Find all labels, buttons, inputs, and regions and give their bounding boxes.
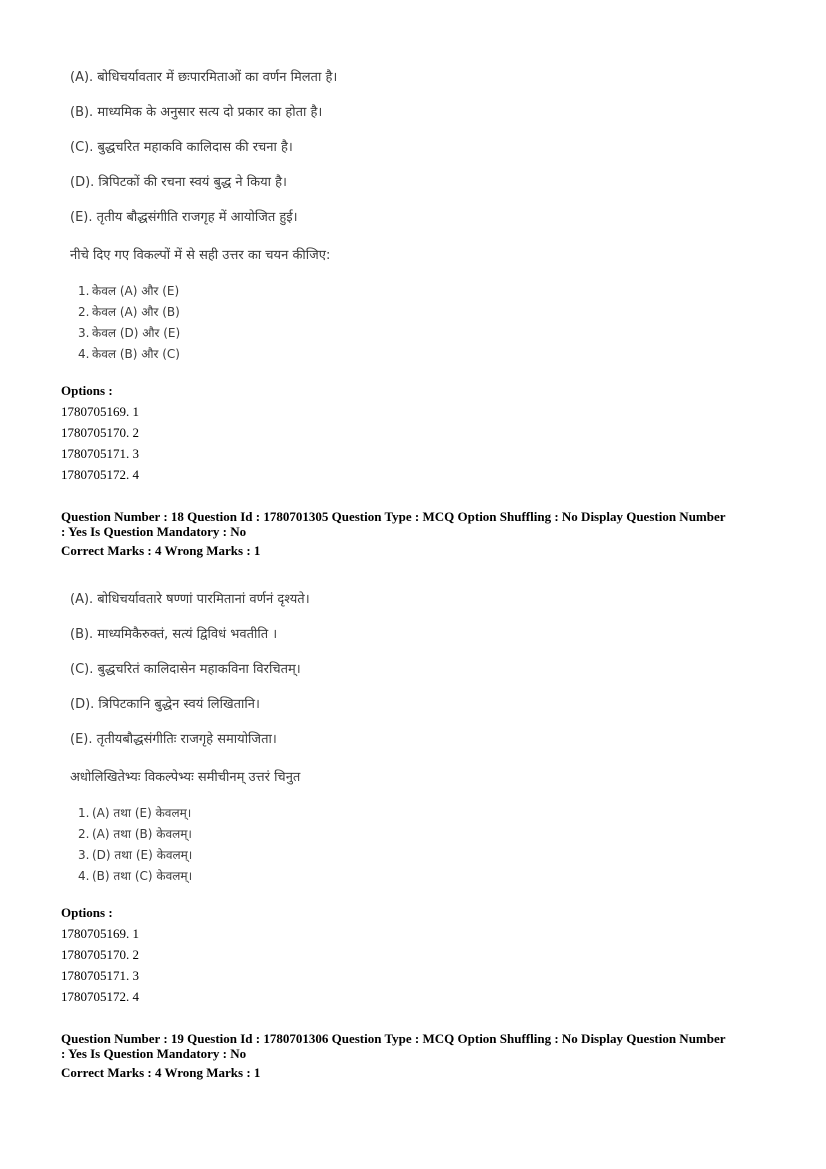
option-item: 1780705171. 3: [61, 968, 139, 983]
statement-e: (E). तृतीयबौद्धसंगीतिः राजगृहे समायोजिता।: [70, 732, 277, 747]
option-item: 1780705169. 1: [61, 404, 139, 419]
statement-a: (A). बोधिचर्यावतार में छःपारमिताओं का वर्णन मिलता है।: [70, 70, 338, 85]
options-heading: Options :: [61, 905, 113, 920]
statement-e: (E). तृतीय बौद्धसंगीति राजगृह में आयोजित हुई।: [70, 210, 298, 225]
question-info-line: : Yes Is Question Mandatory : No: [61, 1046, 247, 1061]
options-list: [61, 902, 139, 1007]
option-item: 1780705169. 1: [61, 926, 139, 941]
statement-b: (B). माध्यमिक के अनुसार सत्य दो प्रकार का होता है।: [70, 105, 323, 120]
question-metadata: [61, 509, 773, 558]
statement-b: (B). माध्यमिकैरुक्तं, सत्यं द्विविधं भवतीति ।: [70, 627, 278, 642]
option-item: 1780705170. 2: [61, 947, 139, 962]
question-image-sanskrit: [70, 589, 310, 887]
choice-item: 2. (A) तथा (B) केवलम्।: [78, 827, 192, 841]
option-item: 1780705172. 4: [61, 989, 139, 1004]
choice-item: 2. केवल (A) और (B): [78, 305, 180, 319]
option-item: 1780705170. 2: [61, 425, 139, 440]
statement-c: (C). बुद्धचरित महाकवि कालिदास की रचना है।: [70, 140, 293, 155]
statement-d: (D). त्रिपिटकों की रचना स्वयं बुद्ध ने किया है।: [70, 175, 287, 190]
choice-item: 4. केवल (B) और (C): [78, 347, 180, 361]
options-heading: Options :: [61, 383, 113, 398]
choice-item: 1. केवल (A) और (E): [78, 284, 180, 298]
choice-list: [70, 803, 310, 887]
question-info-line: Question Number : 19 Question Id : 1780701306 Question Type : MCQ Option Shuffling : No Display Question Number: [61, 1031, 726, 1046]
marks-line: Correct Marks : 4 Wrong Marks : 1: [61, 543, 261, 558]
question-image-hindi: [70, 67, 337, 365]
instruction: नीचे दिए गए विकल्पों में से सही उत्तर का चयन कीजिए:: [70, 248, 331, 263]
question-metadata: [61, 1031, 773, 1080]
choice-item: 4. (B) तथा (C) केवलम्।: [78, 869, 193, 883]
choice-item: 1. (A) तथा (E) केवलम्।: [78, 806, 192, 820]
option-item: 1780705171. 3: [61, 446, 139, 461]
instruction: अधोलिखितेभ्यः विकल्पेभ्यः समीचीनम् उत्तरं चिनुत: [70, 770, 301, 785]
choice-list: [70, 281, 337, 365]
question-info-line: Question Number : 18 Question Id : 1780701305 Question Type : MCQ Option Shuffling : No Display Question Number: [61, 509, 726, 524]
question-info-line: : Yes Is Question Mandatory : No: [61, 524, 247, 539]
options-list: [61, 380, 139, 485]
statement-a: (A). बोधिचर्यावतारे षण्णां पारमितानां वर्णनं दृश्यते।: [70, 592, 310, 607]
marks-line: Correct Marks : 4 Wrong Marks : 1: [61, 1065, 261, 1080]
choice-item: 3. केवल (D) और (E): [78, 326, 181, 340]
choice-item: 3. (D) तथा (E) केवलम्।: [78, 848, 193, 862]
statement-c: (C). बुद्धचरितं कालिदासेन महाकविना विरचितम्।: [70, 662, 301, 677]
statement-d: (D). त्रिपिटकानि बुद्धेन स्वयं लिखितानि।: [70, 697, 260, 712]
option-item: 1780705172. 4: [61, 467, 139, 482]
